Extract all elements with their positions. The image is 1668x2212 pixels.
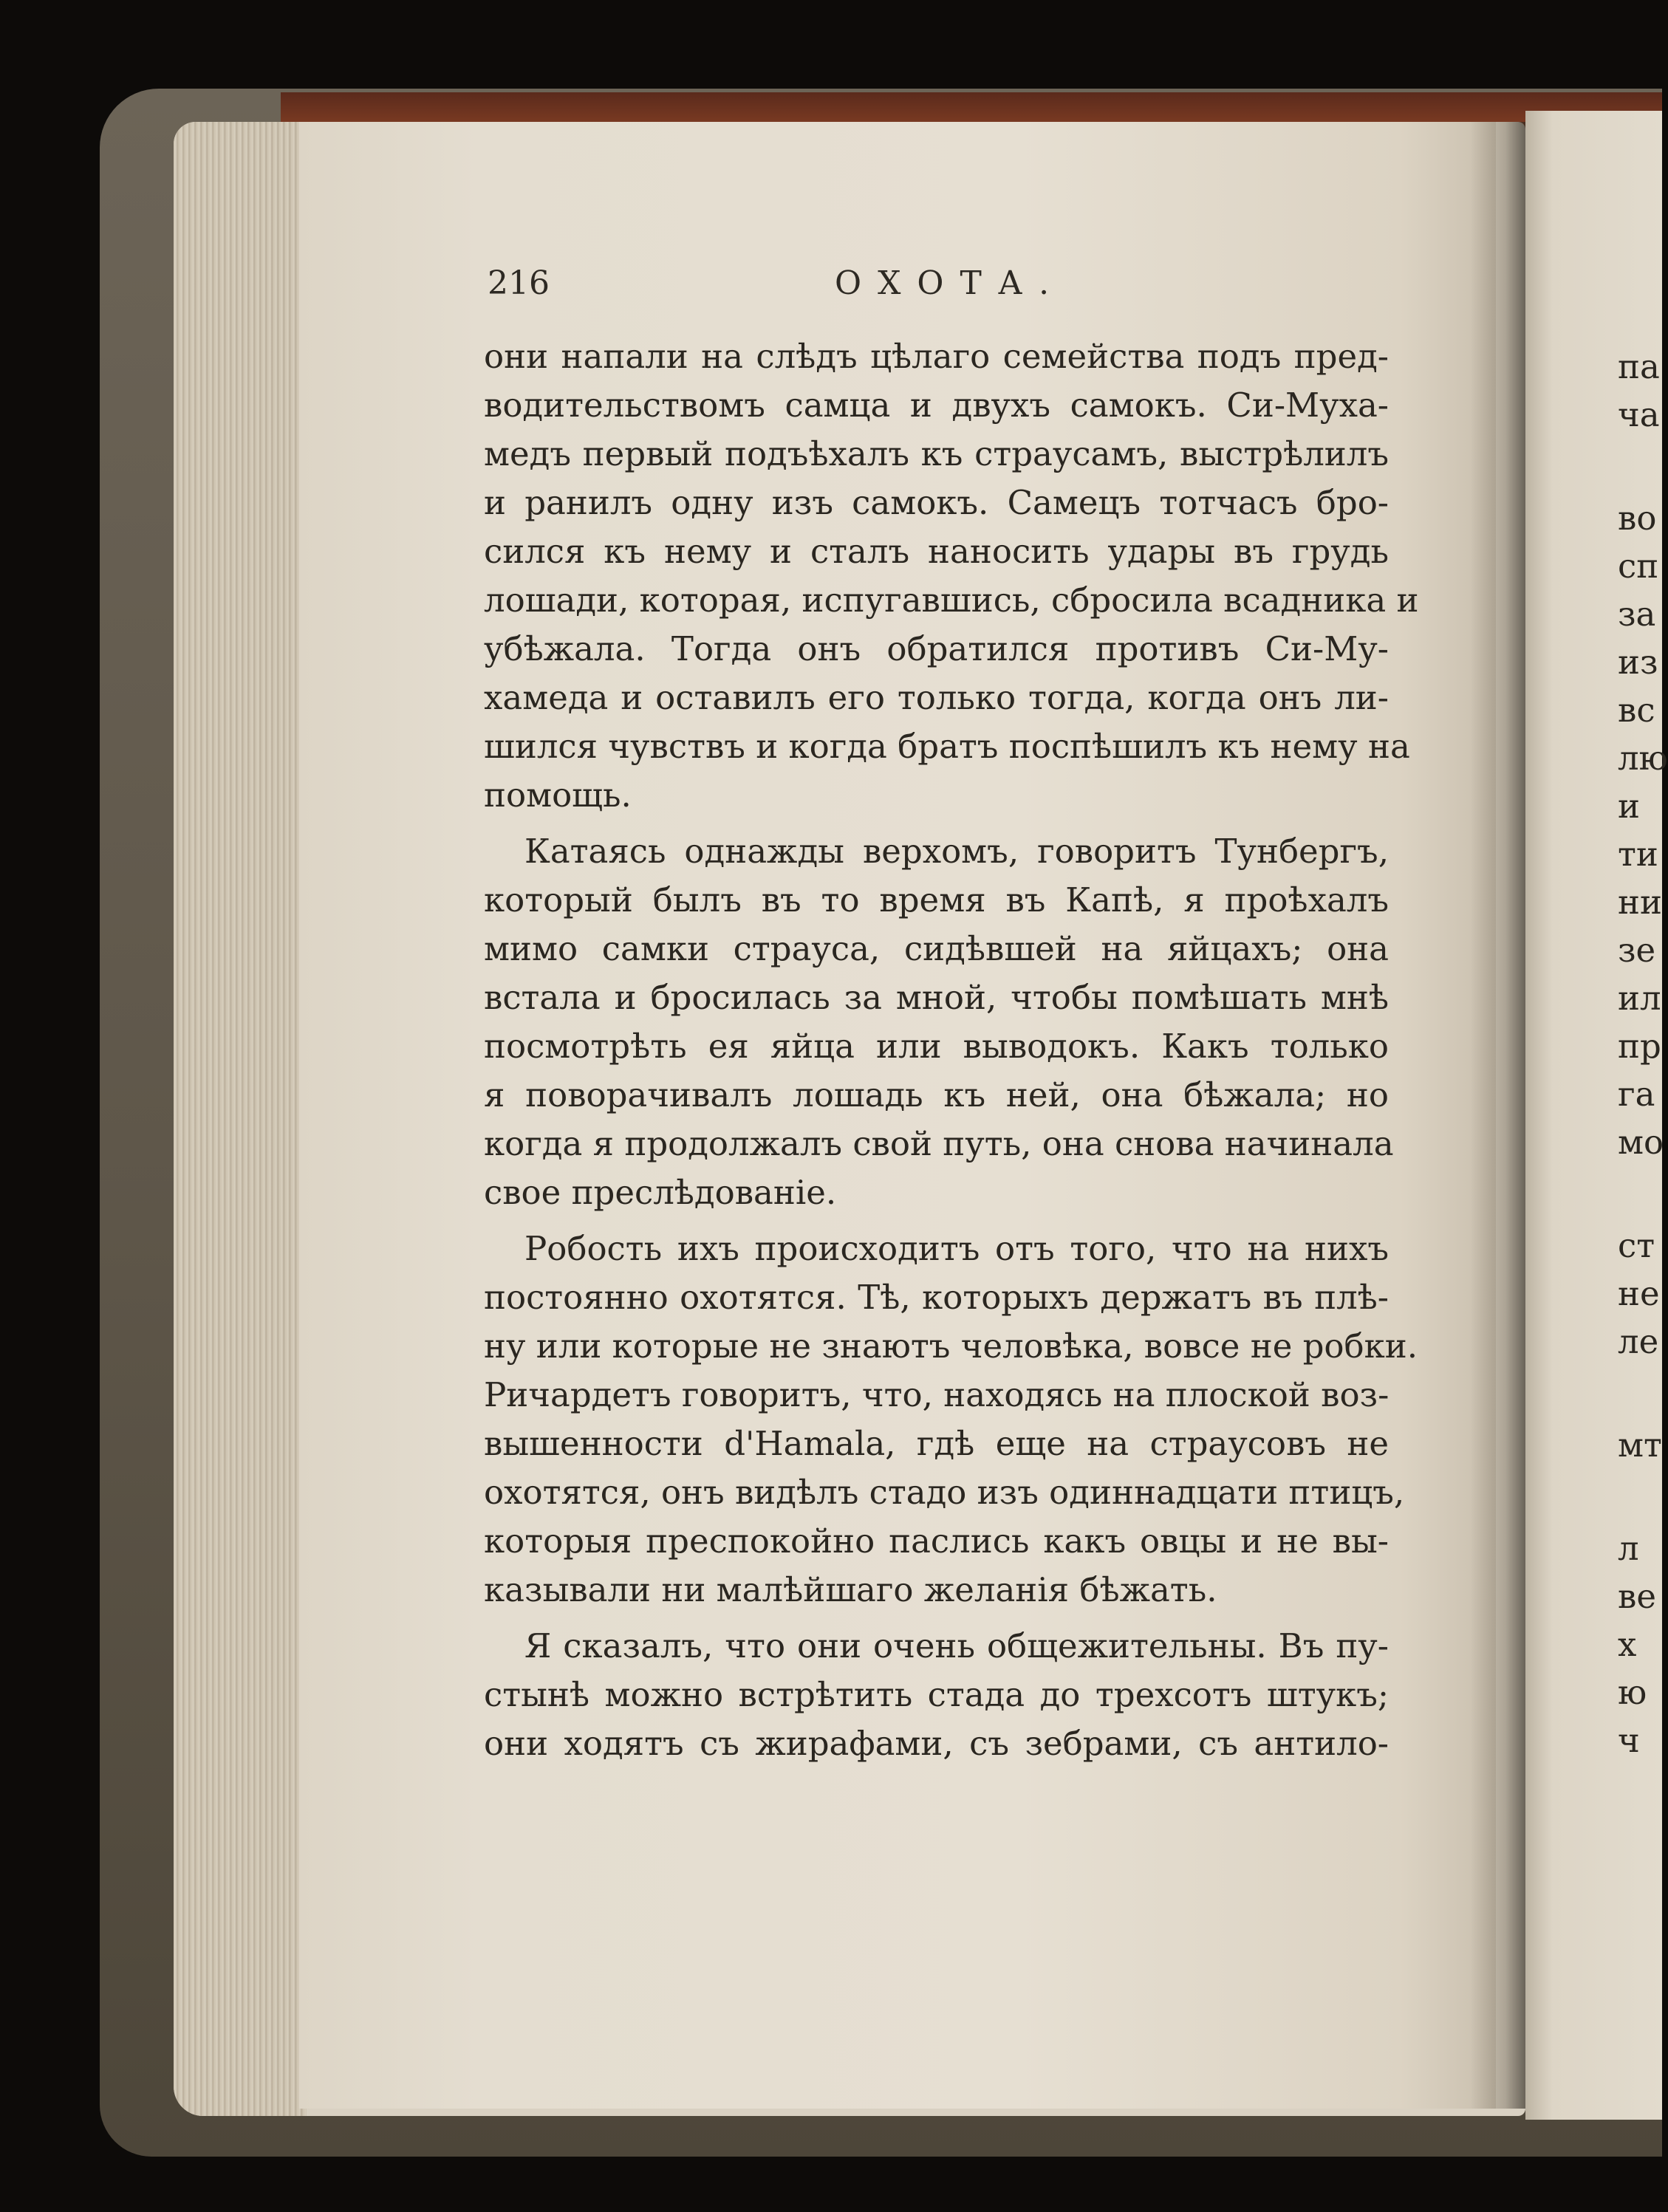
right-page-fragment: лю	[1618, 739, 1668, 778]
text-line: когда я продолжалъ свой путь, она снова начинала	[484, 1124, 1394, 1163]
right-page-fragment: л	[1618, 1529, 1639, 1568]
text-line: убѣжала. Тогда онъ обратился противъ Си-Му-	[484, 629, 1389, 668]
text-line: помощь.	[484, 775, 632, 815]
right-page-fragment: за	[1618, 595, 1656, 634]
text-line: посмотрѣть ея яйца или выводокъ. Какъ только	[484, 1027, 1389, 1066]
text-line: лошади, которая, испугавшись, сбросила всадника и	[484, 581, 1419, 620]
right-page-fragment: ти	[1618, 835, 1658, 874]
text-line: они напали на слѣдъ цѣлаго семейства подъ пред-	[484, 337, 1389, 376]
right-page-fragment: мт	[1618, 1425, 1662, 1465]
text-line: Я сказалъ, что они очень общежительны. Въ пу-	[524, 1626, 1389, 1665]
right-page-fragment: х	[1618, 1625, 1637, 1664]
right-page-fragment: ле	[1618, 1322, 1659, 1361]
right-page-fragment: ч	[1618, 1721, 1640, 1760]
right-page-fragment: пр	[1618, 1027, 1661, 1066]
right-page-fragment: сп	[1618, 547, 1659, 586]
text-line: Ричардетъ говоритъ, что, находясь на плоской воз-	[484, 1375, 1390, 1414]
text-line: свое преслѣдованіе.	[484, 1173, 837, 1212]
text-line: они ходятъ съ жирафами, съ зебрами, съ антило-	[484, 1724, 1389, 1763]
running-head	[488, 258, 1404, 310]
paragraph	[484, 1622, 1389, 1768]
text-line: Робость ихъ происходитъ отъ того, что на нихъ	[524, 1229, 1389, 1268]
text-line: вышенности d'Hamala, гдѣ еще на страусовъ не	[484, 1424, 1389, 1463]
paragraph	[484, 827, 1394, 1217]
text-line: который былъ въ то время въ Капѣ, я проѣхалъ	[484, 880, 1389, 920]
text-line: хамеда и оставилъ его только тогда, когда онъ ли-	[484, 678, 1389, 717]
right-page-fragment: па	[1618, 347, 1660, 386]
text-line: медъ первый подъѣхалъ къ страусамъ, выстрѣлилъ	[484, 434, 1389, 473]
text-line: мимо самки страуса, сидѣвшей на яйцахъ; она	[484, 929, 1389, 968]
text-line: стынѣ можно встрѣтить стада до трехсотъ штукъ;	[484, 1675, 1389, 1714]
text-line: которыя преспокойно паслись какъ овцы и не вы-	[484, 1521, 1389, 1561]
right-page-fragment: и	[1618, 787, 1640, 826]
page-edges-stack	[174, 122, 307, 2116]
right-page-fragment: ни	[1618, 883, 1662, 922]
right-page-fragment: га	[1618, 1075, 1655, 1114]
right-page-fragment: во	[1618, 499, 1657, 538]
paragraph	[484, 1225, 1418, 1615]
book-gutter-shadow	[1470, 122, 1529, 2109]
text-line: охотятся, онъ видѣлъ стадо изъ одиннадцати птицъ,	[484, 1473, 1405, 1512]
right-page-fragment: из	[1618, 643, 1658, 682]
text-line: Катаясь однажды верхомъ, говоритъ Тунбергъ,	[524, 832, 1389, 871]
text-line: сился къ нему и сталъ наносить удары въ грудь	[484, 532, 1389, 571]
right-page-fragment: ве	[1618, 1577, 1656, 1616]
right-page-fragment: ст	[1618, 1226, 1655, 1265]
right-page-fragment: зе	[1618, 931, 1656, 970]
text-line: я поворачивалъ лошадь къ ней, она бѣжала; но	[484, 1075, 1389, 1114]
right-page-fragment: ил	[1618, 979, 1661, 1018]
text-line: казывали ни малѣйшаго желанія бѣжать.	[484, 1570, 1217, 1609]
text-line: встала и бросилась за мной, чтобы помѣшать мнѣ	[484, 978, 1389, 1017]
text-line: водительствомъ самца и двухъ самокъ. Си-Муха-	[484, 386, 1389, 425]
right-page-fragment: ча	[1618, 395, 1660, 434]
page-number: 216	[488, 264, 550, 302]
right-page-fragment: вс	[1618, 691, 1655, 730]
right-page-fragment: не	[1618, 1274, 1660, 1313]
text-line: постоянно охотятся. Тѣ, которыхъ держатъ въ плѣ-	[484, 1278, 1389, 1317]
text-line: и ранилъ одну изъ самокъ. Самецъ тотчасъ бро-	[484, 483, 1389, 522]
body-text	[484, 332, 1419, 1768]
right-page-fragment: ю	[1618, 1673, 1647, 1712]
text-line: ну или которые не знаютъ человѣка, вовсе не робки.	[484, 1326, 1418, 1366]
right-page-fragment: мо	[1618, 1123, 1664, 1162]
paragraph	[484, 332, 1419, 820]
running-title: ОХОТА.	[835, 264, 1066, 302]
text-line: шился чувствъ и когда братъ поспѣшилъ къ нему на	[484, 727, 1410, 766]
